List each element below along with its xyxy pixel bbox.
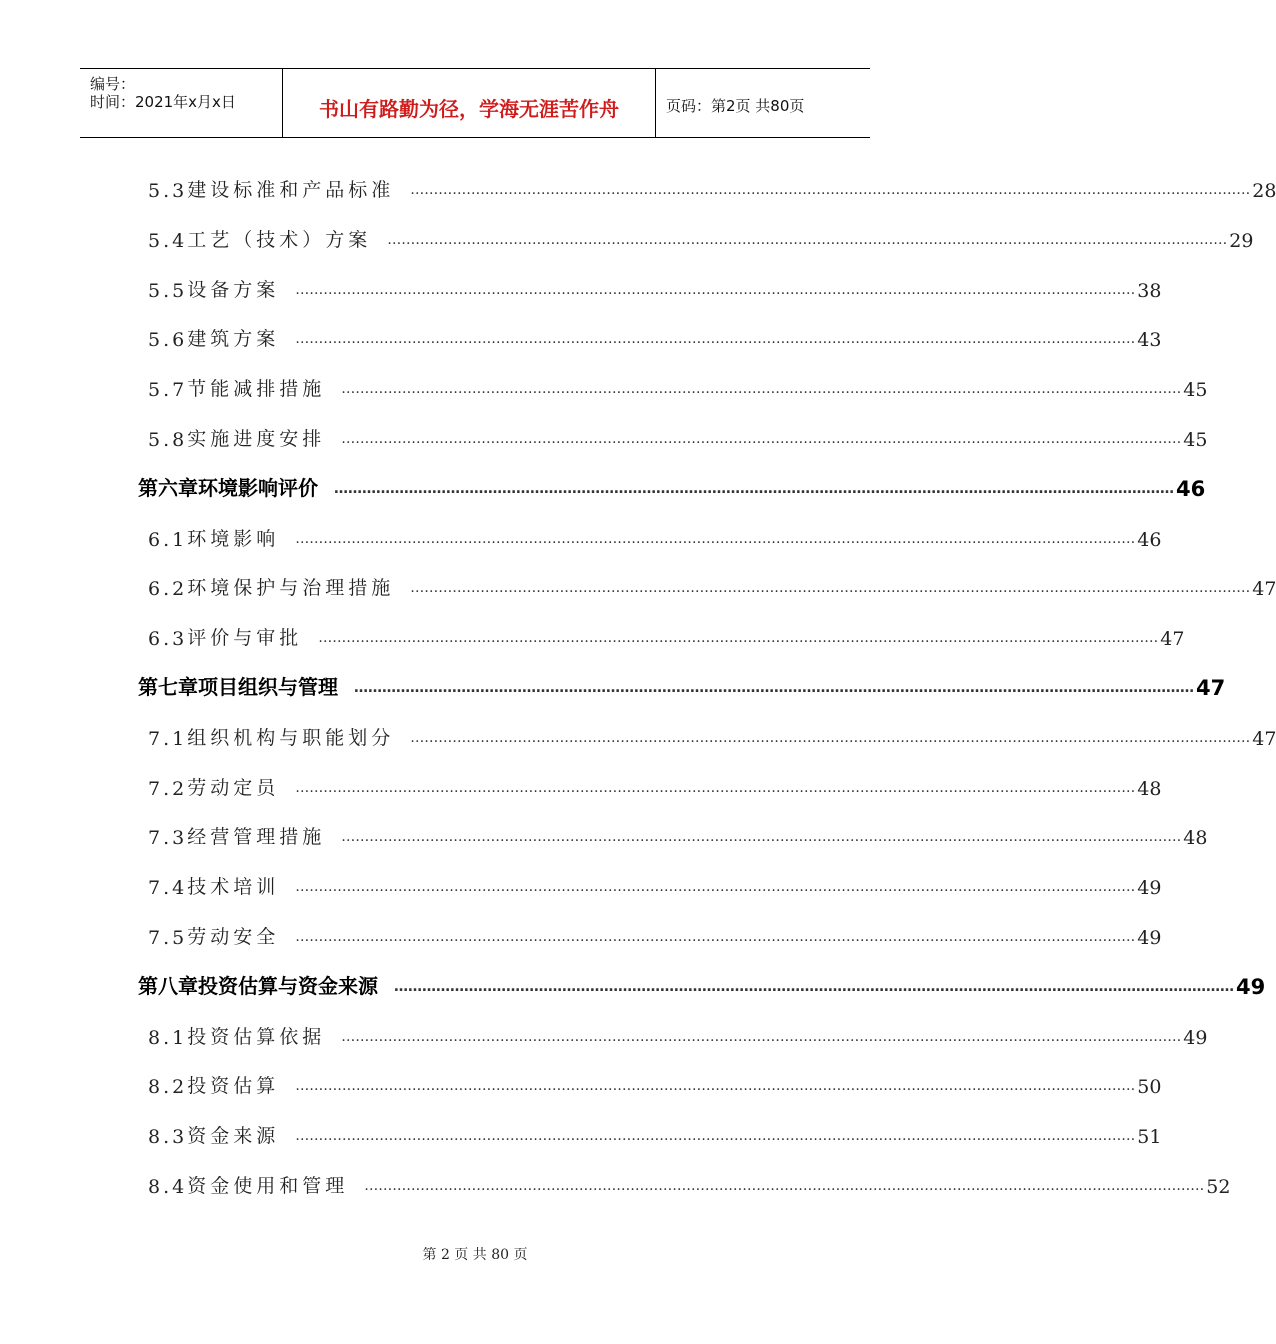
toc-entry-number: 7.4 xyxy=(148,877,188,900)
toc-dot-leader: ……………………………………………………………………………………………………………………………………………………………… xyxy=(364,1178,1205,1194)
toc-entry-page: 29 xyxy=(1229,229,1254,252)
toc-entry-number: 7.3 xyxy=(148,827,188,850)
toc-dot-leader: ……………………………………………………………………………………………………………………………………………………………… xyxy=(295,1128,1136,1145)
toc-dot-leader: ……………………………………………………………………………………………………………………………………………………………… xyxy=(318,630,1159,647)
toc-section-entry[interactable] xyxy=(138,369,1208,402)
toc-entry-title: 资金使用和管理 xyxy=(187,1175,349,1197)
toc-entry-title: 环境影响评价 xyxy=(198,475,318,500)
toc-chapter-entry[interactable] xyxy=(138,967,1266,999)
toc-dot-leader: ……………………………………………………………………………………………………………………………………………………………… xyxy=(295,281,1136,298)
toc-section-entry[interactable] xyxy=(138,419,1208,451)
toc-entry-page: 45 xyxy=(1183,379,1208,402)
toc-section-entry[interactable] xyxy=(138,718,1276,750)
toc-entry-number: 5.6 xyxy=(148,329,188,352)
toc-dot-leader: ……………………………………………………………………………………………………………………………………………………………… xyxy=(394,978,1234,995)
header-motto-cell xyxy=(282,69,656,137)
toc-entry-title: 节能减排措施 xyxy=(187,378,326,401)
toc-entry-title: 环境保护与治理措施 xyxy=(187,577,395,600)
toc-section-entry[interactable] xyxy=(138,170,1276,202)
toc-entry-title: 投资估算依据 xyxy=(187,1025,326,1048)
toc-section-entry[interactable] xyxy=(138,270,1162,302)
toc-dot-leader: ……………………………………………………………………………………………………………………………………………………………… xyxy=(410,580,1251,597)
header-motto: 书山有路勤为径，学海无涯苦作舟 xyxy=(319,97,619,121)
toc-section-entry[interactable] xyxy=(138,1166,1231,1198)
toc-entry-page: 47 xyxy=(1252,578,1276,601)
toc-entry-page: 47 xyxy=(1160,628,1185,651)
toc-entry-title: 项目组织与管理 xyxy=(198,675,338,699)
toc-dot-leader: ……………………………………………………………………………………………………………………………………………………………… xyxy=(295,879,1136,896)
page-footer: 第 2 页 共 80 页 xyxy=(422,1247,528,1263)
toc-entry-title: 评价与审批 xyxy=(187,627,303,650)
toc-section-entry[interactable] xyxy=(138,768,1162,800)
toc-section-entry[interactable] xyxy=(138,867,1162,900)
toc-entry-page: 38 xyxy=(1137,279,1162,302)
toc-entry-number: 第八章 xyxy=(138,973,198,998)
toc-section-entry[interactable] xyxy=(138,319,1162,352)
toc-entry-page: 49 xyxy=(1236,974,1266,999)
toc-entry-page: 48 xyxy=(1137,777,1162,800)
toc-entry-number: 7.1 xyxy=(148,727,188,750)
toc-section-entry[interactable] xyxy=(138,1017,1208,1049)
toc-entry-number: 5.8 xyxy=(148,429,188,451)
toc-entry-title: 组织机构与职能划分 xyxy=(187,726,395,749)
toc-dot-leader: ……………………………………………………………………………………………………………………………………………………………… xyxy=(334,480,1174,497)
toc-entry-page: 47 xyxy=(1196,676,1226,700)
toc-dot-leader: ……………………………………………………………………………………………………………………………………………………………… xyxy=(341,381,1182,398)
toc-entry-title: 建筑方案 xyxy=(187,328,280,351)
toc-dot-leader: ……………………………………………………………………………………………………………………………………………………………… xyxy=(295,779,1136,796)
toc-dot-leader: ……………………………………………………………………………………………………………………………………………………………… xyxy=(295,331,1136,348)
toc-section-entry[interactable] xyxy=(138,817,1208,850)
toc-section-entry[interactable] xyxy=(138,917,1162,949)
toc-dot-leader: ……………………………………………………………………………………………………………………………………………………………… xyxy=(295,1078,1136,1095)
toc-entry-page: 50 xyxy=(1137,1076,1162,1099)
toc-entry-title: 工艺（技术）方案 xyxy=(187,228,372,251)
toc-entry-page: 28 xyxy=(1252,180,1276,202)
toc-entry-title: 建设标准和产品标准 xyxy=(187,179,395,201)
toc-entry-page: 46 xyxy=(1137,528,1162,551)
toc-entry-number: 5.3 xyxy=(148,180,188,202)
toc-dot-leader: ……………………………………………………………………………………………………………………………………………………………… xyxy=(295,929,1136,945)
toc-entry-title: 设备方案 xyxy=(187,278,280,301)
toc-section-entry[interactable] xyxy=(138,568,1276,601)
toc-dot-leader: ……………………………………………………………………………………………………………………………………………………………… xyxy=(410,182,1251,198)
toc-dot-leader: ……………………………………………………………………………………………………………………………………………………………… xyxy=(410,729,1251,746)
toc-section-entry[interactable] xyxy=(138,1116,1162,1149)
toc-entry-page: 45 xyxy=(1183,429,1208,451)
toc-dot-leader: ……………………………………………………………………………………………………………………………………………………………… xyxy=(341,431,1182,447)
toc-entry-number: 7.2 xyxy=(148,777,188,800)
toc-entry-number: 5.7 xyxy=(148,379,188,402)
toc-section-entry[interactable] xyxy=(138,1066,1162,1099)
toc-entry-title: 资金来源 xyxy=(187,1125,280,1148)
toc-entry-number: 5.4 xyxy=(148,229,188,252)
toc-dot-leader: ……………………………………………………………………………………………………………………………………………………………… xyxy=(295,530,1136,547)
toc-entry-number: 6.3 xyxy=(148,628,188,651)
toc-entry-number: 6.1 xyxy=(148,528,188,551)
toc-entry-page: 43 xyxy=(1137,329,1162,352)
toc-entry-page: 52 xyxy=(1206,1176,1231,1198)
header-meta-cell xyxy=(80,69,280,137)
toc-entry-title: 环境影响 xyxy=(187,527,280,550)
toc-section-entry[interactable] xyxy=(138,519,1162,551)
toc-entry-number: 第七章 xyxy=(138,675,198,699)
toc-entry-number: 8.2 xyxy=(148,1076,188,1099)
toc-entry-number: 5.5 xyxy=(148,279,188,302)
toc-entry-number: 8.4 xyxy=(148,1176,188,1198)
toc-entry-page: 49 xyxy=(1137,877,1162,900)
toc-entry-title: 技术培训 xyxy=(187,876,280,899)
toc-chapter-entry[interactable] xyxy=(138,469,1206,501)
header-page-cell xyxy=(656,69,870,137)
toc-entry-page: 46 xyxy=(1176,476,1206,501)
toc-entry-page: 51 xyxy=(1137,1126,1162,1149)
toc-section-entry[interactable] xyxy=(138,618,1185,651)
page-header xyxy=(80,68,870,138)
toc-dot-leader: ……………………………………………………………………………………………………………………………………………………………… xyxy=(341,1028,1182,1045)
toc-dot-leader: ……………………………………………………………………………………………………………………………………………………………… xyxy=(387,231,1228,248)
toc-entry-page: 49 xyxy=(1137,927,1162,949)
toc-dot-leader: ……………………………………………………………………………………………………………………………………………………………… xyxy=(341,829,1182,846)
toc-entry-number: 第六章 xyxy=(138,475,198,500)
toc-entry-title: 投资估算与资金来源 xyxy=(198,973,378,998)
document-time-label: 时间：2021年x月x日 xyxy=(90,93,236,111)
toc-entry-title: 劳动定员 xyxy=(187,776,280,799)
toc-entry-title: 经营管理措施 xyxy=(187,826,326,849)
toc-chapter-entry[interactable] xyxy=(138,668,1226,700)
toc-section-entry[interactable] xyxy=(138,220,1254,252)
toc-entry-title: 实施进度安排 xyxy=(187,428,326,450)
toc-entry-page: 49 xyxy=(1183,1026,1208,1049)
document-number-label: 编号： xyxy=(90,75,136,93)
toc-entry-number: 7.5 xyxy=(148,927,188,949)
toc-entry-title: 劳动安全 xyxy=(187,926,280,948)
toc-entry-number: 6.2 xyxy=(148,578,188,601)
toc-entry-title: 投资估算 xyxy=(187,1075,280,1098)
toc-entry-number: 8.1 xyxy=(148,1026,188,1049)
header-page-info: 页码：第2页 共80页 xyxy=(666,97,805,115)
toc-dot-leader: ……………………………………………………………………………………………………………………………………………………………… xyxy=(354,680,1194,696)
toc-entry-number: 8.3 xyxy=(148,1126,188,1149)
toc-entry-page: 47 xyxy=(1252,727,1276,750)
toc-entry-page: 48 xyxy=(1183,827,1208,850)
